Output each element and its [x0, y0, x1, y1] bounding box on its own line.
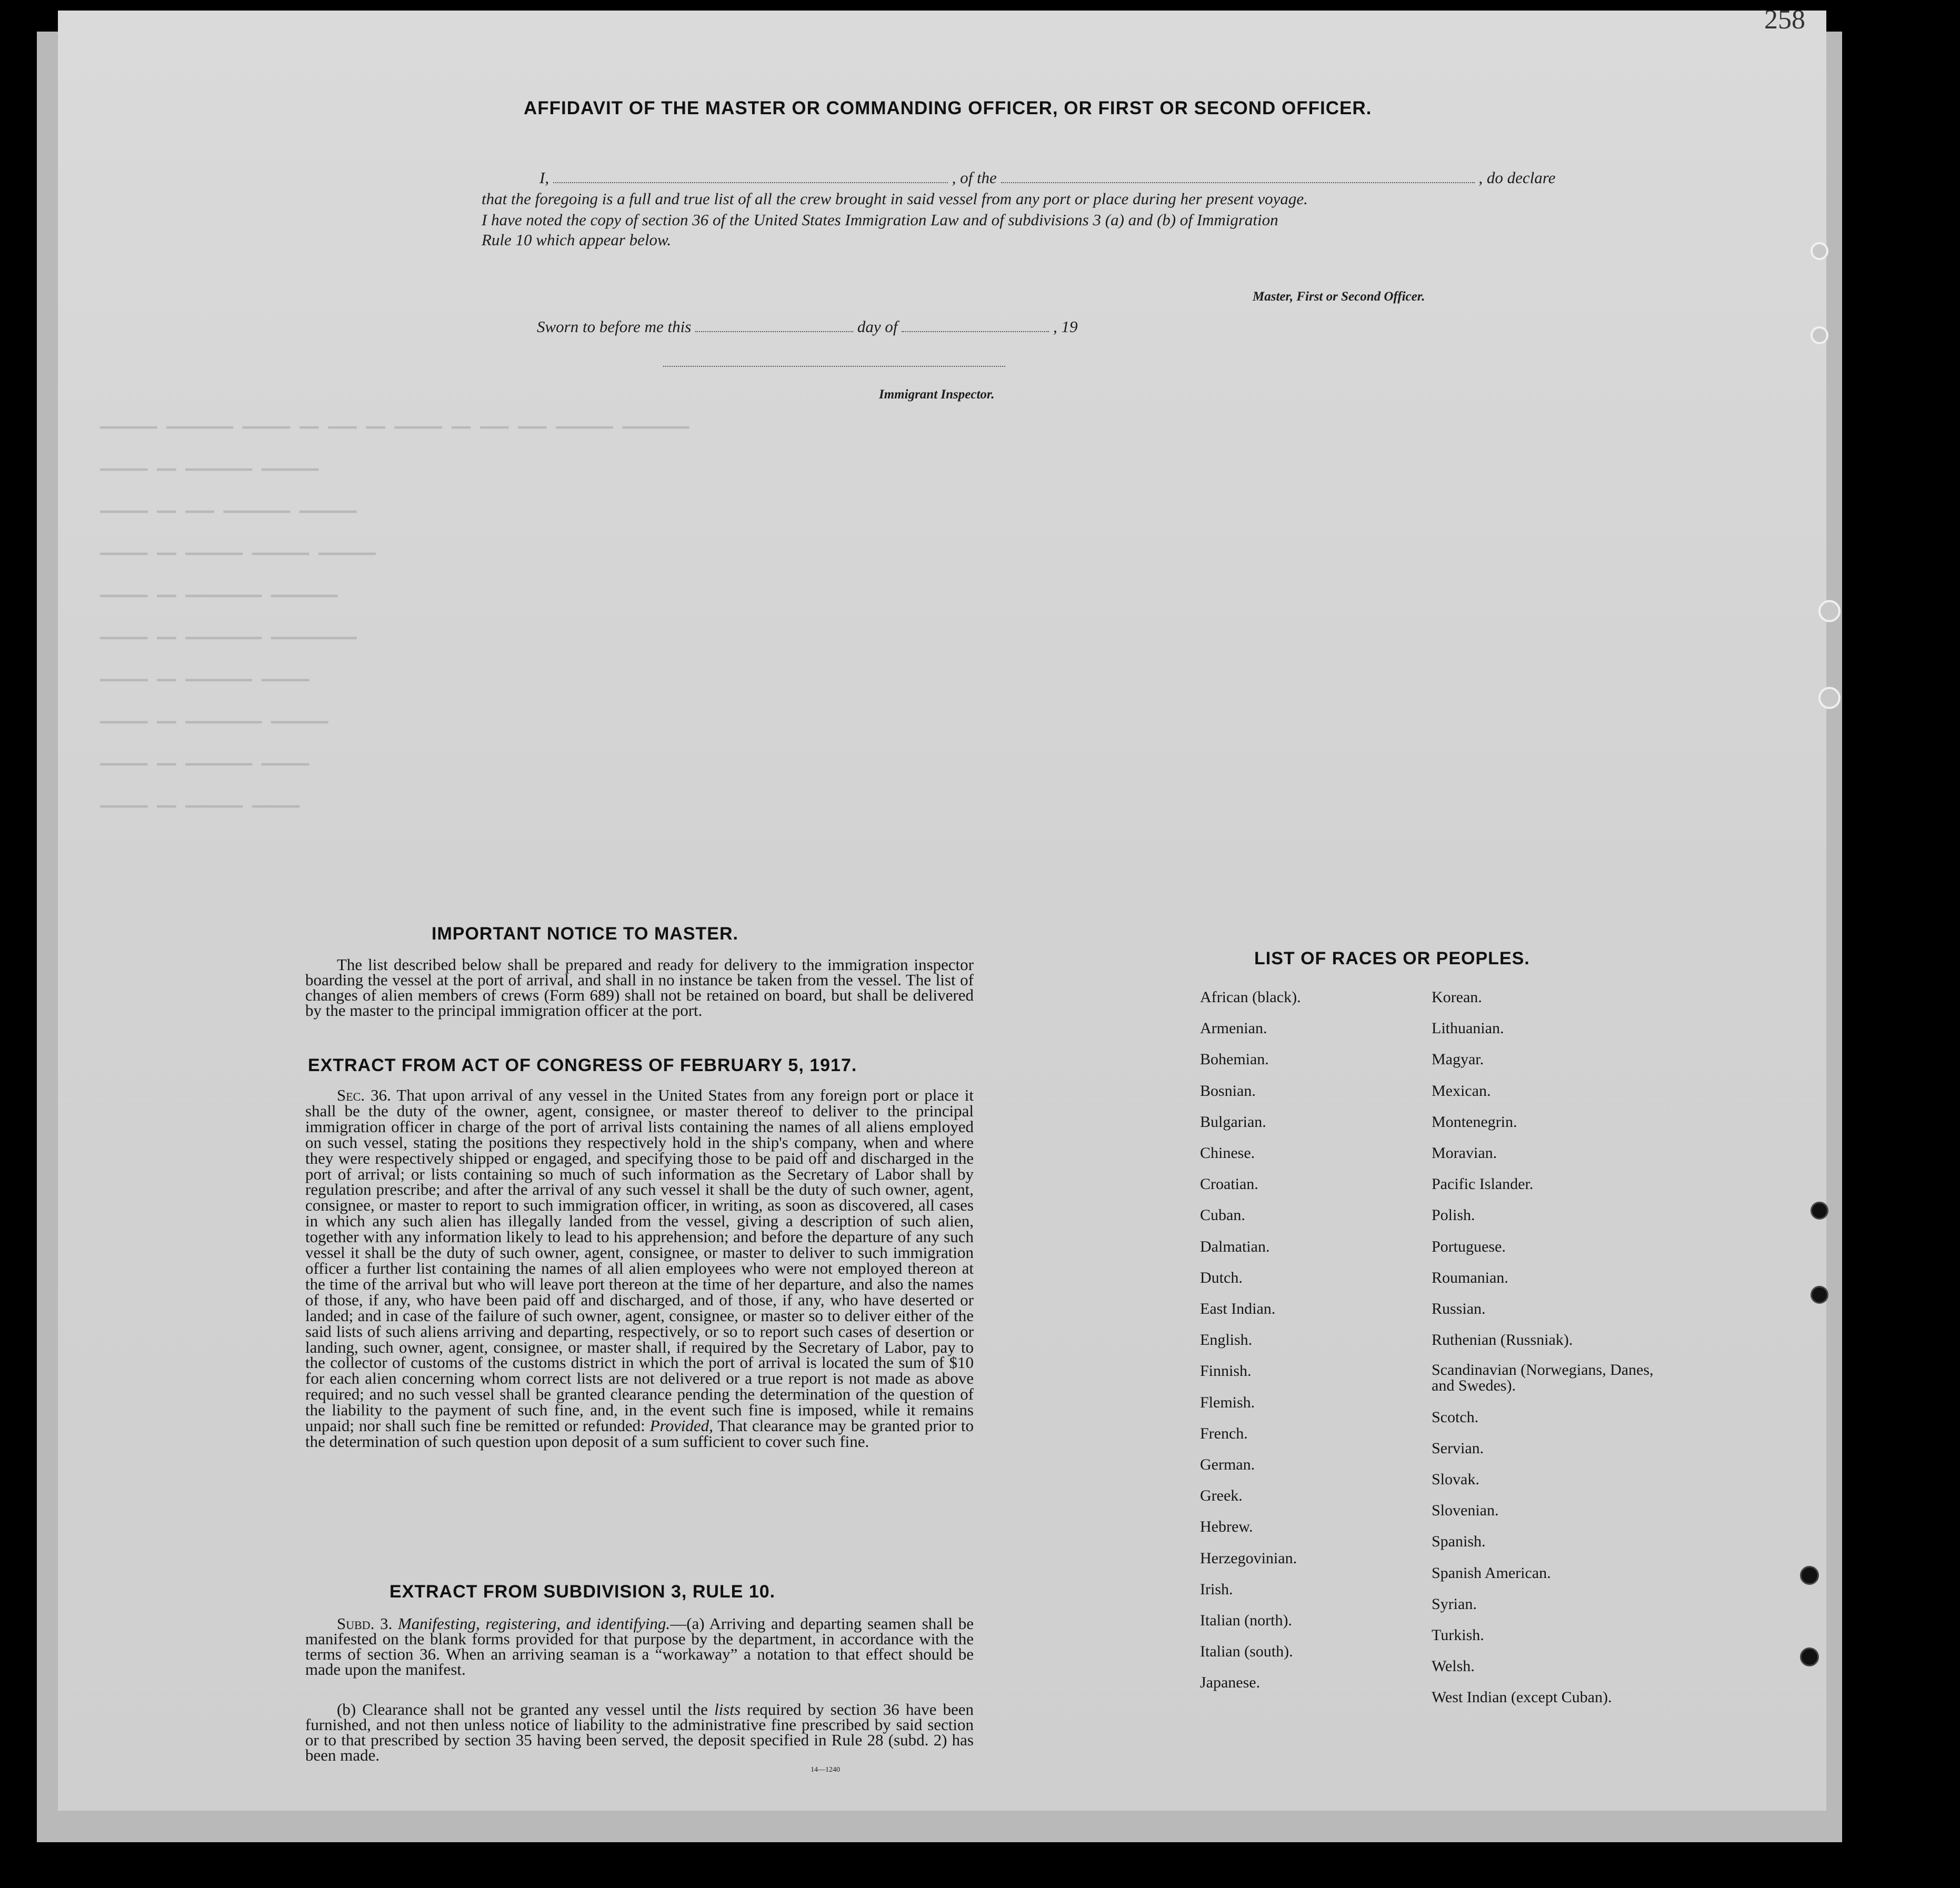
- punch-hole: [1811, 242, 1828, 260]
- vessel-blank: [1001, 182, 1475, 183]
- race-item: Bohemian.: [1200, 1051, 1269, 1068]
- sworn-line: [537, 317, 1077, 336]
- act-extract-title: EXTRACT FROM ACT OF CONGRESS OF FEBRUARY 5, 1917.: [308, 1055, 857, 1075]
- subd-label: Subd. 3.: [337, 1614, 393, 1633]
- rule-extract-title: EXTRACT FROM SUBDIVISION 3, RULE 10.: [389, 1582, 776, 1602]
- race-item: French.: [1200, 1424, 1248, 1442]
- form-number: 14—1240: [811, 1766, 840, 1774]
- subd-body: —(a) Arriving and departing seamen shall be manifested on the blank forms provided for that purpose by the department, in accordance with the terms of section 36. When an arriving seaman is a “workaway” a notation to that effect should be made upon the manifest.: [305, 1614, 974, 1679]
- race-item: Italian (north).: [1200, 1612, 1292, 1629]
- master-signature-label: Master, First or Second Officer.: [1253, 289, 1425, 304]
- race-item: Spanish.: [1432, 1533, 1486, 1551]
- race-item: Bulgarian.: [1200, 1113, 1266, 1131]
- race-item: Dalmatian.: [1200, 1237, 1270, 1255]
- affidavit-of-the-label: , of the: [952, 168, 997, 187]
- affidavit-line-3: I have noted the copy of section 36 of the United States Immigration Law and of subdivisions 3 (a) and (b) of Immigration: [482, 211, 1278, 229]
- race-item: Syrian.: [1432, 1595, 1477, 1613]
- punch-hole: [1811, 326, 1828, 344]
- race-item: Russian.: [1432, 1300, 1486, 1317]
- para-b-pre: (b) Clearance shall not be granted any vessel until the: [337, 1700, 708, 1719]
- day-blank: [695, 331, 853, 332]
- affidavit-line-1: [539, 168, 1555, 187]
- day-of-label: day of: [857, 317, 898, 336]
- affidavit-line-4: Rule 10 which appear below.: [482, 231, 672, 249]
- sec-body-end: That clearance may be granted prior to the determination of such question upon deposit of a sum sufficient to cover such fine.: [305, 1416, 974, 1451]
- act-extract-text: [305, 1087, 974, 1450]
- sworn-label: Sworn to before me this: [537, 317, 692, 336]
- affidavit-title: AFFIDAVIT OF THE MASTER OR COMMANDING OFFICER, OR FIRST OR SECOND OFFICER.: [524, 98, 1372, 118]
- race-item: Scandinavian (Norwegians, Danes, and Swedes).: [1432, 1361, 1654, 1395]
- race-item: Korean.: [1432, 988, 1482, 1006]
- provided-word: Provided,: [649, 1416, 713, 1435]
- race-item: Montenegrin.: [1432, 1113, 1517, 1131]
- para-b-post: required by section 36 have been furnished, and not then unless notice of liability to the administrative fine prescribed by said section or to that prescribed by section 35 having been served, the deposit specified in Rule 28 (subd. 2) has been made.: [305, 1700, 974, 1764]
- punch-hole: [1800, 1647, 1819, 1666]
- sec-body: That upon arrival of any vessel in the United States from any foreign port or place it shall be the duty of the owner, agent, consignee, or master thereof to deliver to the principal immigration officer in charge of the port of arrival lists containing the names of all aliens employed on such vessel, stating the positions they respectively hold in the ship's company, when and where they were respectively shipped or engaged, and specifying those to be paid off and discharged in the port of arrival; or lists containing so much of such information as the Secretary of Labor shall by regulation prescribe; and after the arrival of any such vessel it shall be the duty of such owner, agent, consignee, or master to report to such immigration officer, in writing, as soon as discovered, all cases in which any such alien has illegally landed from the vessel, giving a description of such alien, together with any information likely to lead to his apprehension; and before the departure of any such vessel it shall be the duty of such owner, agent, consignee, or master to deliver to such immigration officer a further list containing the names of all alien employees who were not employed thereon at the time of the arrival but who will leave port thereon at the time of her departure, and also the names of those, if any, who have been paid off and discharged, and of those, if any, who have deserted or landed; and in case of the failure of such owner, agent, consignee, or master so to deliver either of the said lists of such aliens arriving and departing, respectively, or so to report such cases of desertion or landing, such owner, agent, consignee, or master shall, if required by the Secretary of Labor, pay to the collector of customs of the customs district in which the port of arrival is located the sum of $10 for each alien concerning whom correct lists are not delivered or a true report is not made as above required; and no such vessel shall be granted clearance pending the determination of the question of the liability to the payment of such fine, and, in the event such fine is imposed, while it remains unpaid; nor shall such fine be remitted or refunded:: [305, 1086, 974, 1435]
- race-item: African (black).: [1200, 988, 1301, 1006]
- race-item: Portuguese.: [1432, 1237, 1506, 1255]
- race-item: West Indian (except Cuban).: [1432, 1689, 1612, 1706]
- subd-italic: Manifesting, registering, and identifying.: [397, 1614, 671, 1633]
- race-item: Roumanian.: [1432, 1268, 1508, 1286]
- races-title: LIST OF RACES OR PEOPLES.: [1254, 948, 1530, 968]
- race-item: Lithuanian.: [1432, 1020, 1504, 1037]
- punch-hole: [1811, 1286, 1828, 1304]
- race-item: Finnish.: [1200, 1362, 1252, 1380]
- inspector-label: Immigrant Inspector.: [879, 387, 995, 402]
- race-item: East Indian.: [1200, 1300, 1276, 1317]
- race-item: Japanese.: [1200, 1674, 1261, 1692]
- race-item: Bosnian.: [1200, 1082, 1256, 1100]
- punch-hole: [1800, 1566, 1819, 1585]
- race-item: German.: [1200, 1456, 1255, 1473]
- affidavit-line-2: that the foregoing is a full and true list of all the crew brought in said vessel from any port or place during her present voyage.: [482, 189, 1308, 208]
- race-item: Ruthenian (Russniak).: [1432, 1331, 1573, 1349]
- race-item: Greek.: [1200, 1487, 1243, 1505]
- race-item: Croatian.: [1200, 1175, 1258, 1193]
- race-item: Moravian.: [1432, 1144, 1497, 1162]
- race-item: Turkish.: [1432, 1626, 1484, 1644]
- name-blank: [553, 182, 948, 183]
- rule-para-b: [305, 1702, 974, 1763]
- notice-text: The list described below shall be prepared and ready for delivery to the immigration inspector boarding the vessel at the port of arrival, and shall in no instance be taken from the vessel. The list of changes of alien members of crews (Form 689) shall not be retained on board, but shall be delivered by the master to the principal immigration officer at the port.: [305, 955, 974, 1020]
- affidavit-i-label: I,: [539, 168, 549, 187]
- rule-para-a: [305, 1616, 974, 1677]
- race-item: Pacific Islander.: [1432, 1175, 1534, 1193]
- race-item: Spanish American.: [1432, 1564, 1551, 1582]
- race-item: Cuban.: [1200, 1206, 1245, 1224]
- race-item: Welsh.: [1432, 1657, 1475, 1675]
- month-blank: [902, 331, 1049, 332]
- sec-label: Sec. 36.: [337, 1086, 391, 1104]
- notice-title: IMPORTANT NOTICE TO MASTER.: [432, 924, 738, 944]
- race-item: Irish.: [1200, 1580, 1233, 1598]
- race-item: Flemish.: [1200, 1393, 1255, 1411]
- race-item: Magyar.: [1432, 1051, 1484, 1068]
- corner-mark: 258: [1764, 5, 1805, 35]
- race-item: Armenian.: [1200, 1020, 1267, 1037]
- race-item: Scotch.: [1432, 1408, 1479, 1426]
- race-item: Herzegovinian.: [1200, 1549, 1297, 1567]
- race-item: Chinese.: [1200, 1144, 1255, 1162]
- race-item: Polish.: [1432, 1206, 1475, 1224]
- race-item: Hebrew.: [1200, 1518, 1253, 1536]
- race-item: Dutch.: [1200, 1268, 1243, 1286]
- bleed-through-area: ▁▁▁▁▁▁ ▁▁▁▁▁▁▁ ▁▁▁▁▁ ▁▁ ▁▁▁ ▁▁ ▁▁▁▁▁ ▁▁ ▁▁▁ ▁▁▁ ▁▁▁▁▁▁ ▁▁▁▁▁▁▁ ▁▁▁▁▁ ▁▁ ▁▁▁▁▁▁▁ ▁▁▁▁▁▁ ▁▁▁▁▁ ▁▁ ▁▁▁ ▁▁▁▁▁▁▁ ▁▁▁▁▁▁ ▁▁▁▁▁ ▁▁ ▁▁▁▁▁▁ ▁▁▁▁▁▁ ▁▁▁▁▁▁ ▁▁▁▁▁ ▁▁ ▁▁▁▁▁▁▁▁ ▁▁▁▁▁▁▁ ▁▁▁▁▁ ▁▁ ▁▁▁▁▁▁▁▁ ▁▁▁▁▁▁▁▁▁ ▁▁▁▁▁ ▁▁ ▁▁▁▁▁▁▁ ▁▁▁▁▁ ▁▁▁▁▁ ▁▁ ▁▁▁▁▁▁▁▁ ▁▁▁▁▁▁ ▁▁▁▁▁ ▁▁ ▁▁▁▁▁▁▁ ▁▁▁▁▁ ▁▁▁▁▁ ▁▁ ▁▁▁▁▁▁ ▁▁▁▁▁: [100, 412, 689, 809]
- punch-hole: [1811, 1202, 1828, 1220]
- race-item: Italian (south).: [1200, 1643, 1293, 1661]
- affidavit-declare-label: , do declare: [1478, 168, 1556, 187]
- year-label: , 19: [1053, 317, 1078, 336]
- race-item: Slovenian.: [1432, 1502, 1499, 1520]
- race-item: English.: [1200, 1331, 1253, 1349]
- race-item: Mexican.: [1432, 1082, 1491, 1100]
- punch-hole: [1818, 687, 1841, 709]
- punch-hole: [1818, 600, 1841, 622]
- inspector-signature-line: [663, 366, 1005, 367]
- race-item: Servian.: [1432, 1439, 1484, 1457]
- race-item: Slovak.: [1432, 1471, 1479, 1488]
- manifest-page: [58, 5, 1826, 1811]
- para-b-lists: lists: [714, 1700, 741, 1719]
